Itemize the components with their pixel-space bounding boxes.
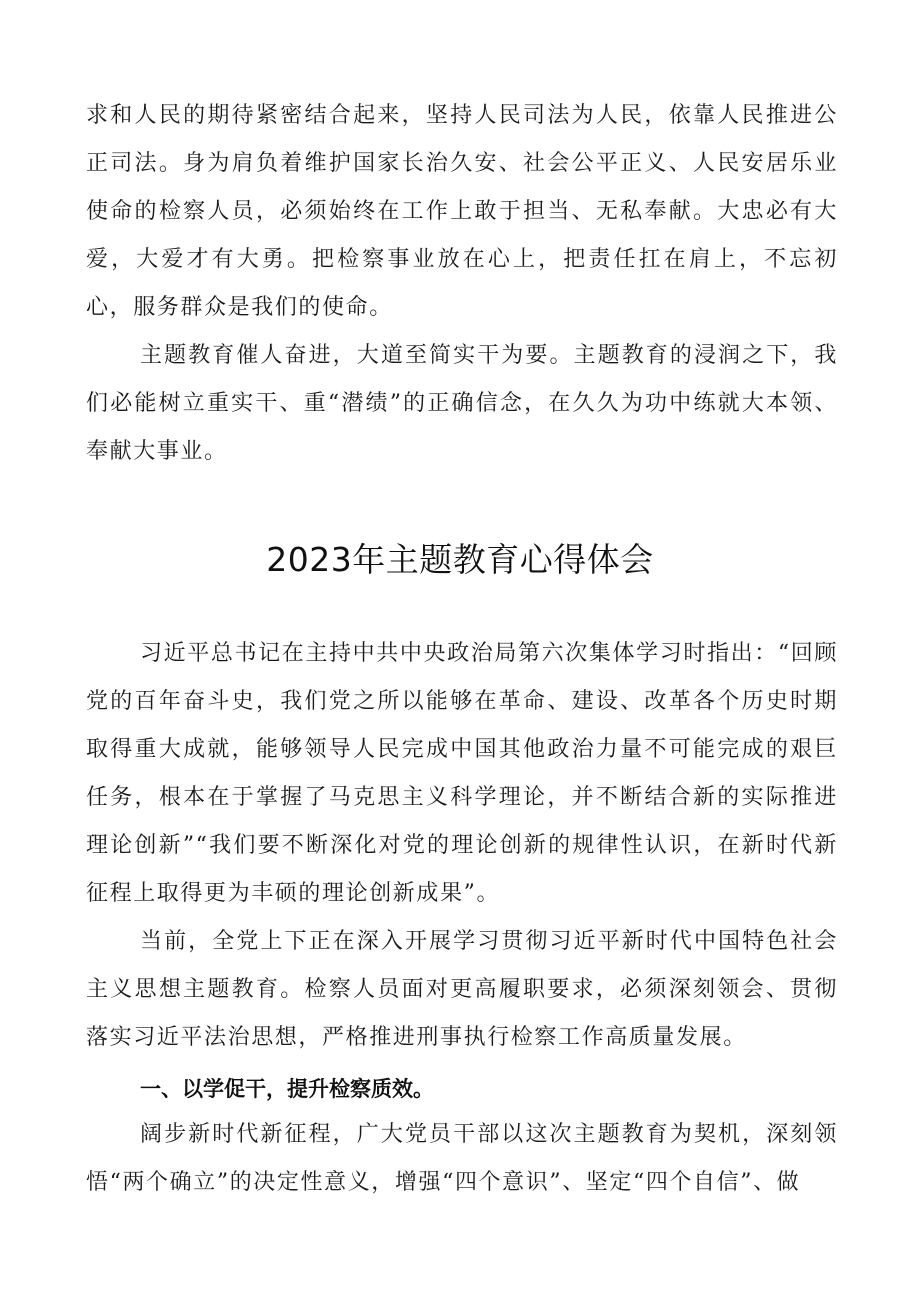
section-heading: 一、以学促干，提升检察质效。 — [140, 1077, 434, 1101]
article-paragraph-2: 当前，全党上下正在深入开展学习贯彻习近平新时代中国特色社会主义思想主题教育。检察人员面对更高履职要求，必须深刻领会、贯彻落实习近平法治思想，严格推进刑事执行检察工作高质量发展。 — [86, 929, 838, 1050]
section-paragraph: 阔步新时代新征程，广大党员干部以这次主题教育为契机，深刻领悟“两个确立”的决定性意义，增强“四个意识”、坚定“四个自信”、做 — [86, 1122, 838, 1195]
article-title: 2023年主题教育心得体会 — [266, 540, 654, 579]
prev-article-paragraph-2: 主题教育催人奋进，大道至简实干为要。主题教育的浸润之下，我们必能树立重实干、重“潜绩”的正确信念，在久久为功中练就大本领、奉献大事业。 — [86, 343, 838, 464]
article-paragraph-1: 习近平总书记在主持中共中央政治局第六次集体学习时指出：“回顾党的百年奋斗史，我们党之所以能够在革命、建设、改革各个历史时期取得重大成就，能够领导人民完成中国其他政治力量不可能完成的艰巨任务，根本在于掌握了马克思主义科学理论，并不断结合新的实际推进理论创新”“我们要不断深化对党的理论创新的规律性认识，在新时代新征程上取得更为丰硕的理论创新成果”。 — [86, 641, 838, 906]
prev-article-paragraph-1: 求和人民的期待紧密结合起来，坚持人民司法为人民，依靠人民推进公正司法。身为肩负着维护国家长治久安、社会公平正义、人民安居乐业使命的检察人员，必须始终在工作上敢于担当、无私奉献。大忠必有大爱，大爱才有大勇。把检察事业放在心上，把责任扛在肩上，不忘初心，服务群众是我们的使命。 — [86, 103, 838, 320]
